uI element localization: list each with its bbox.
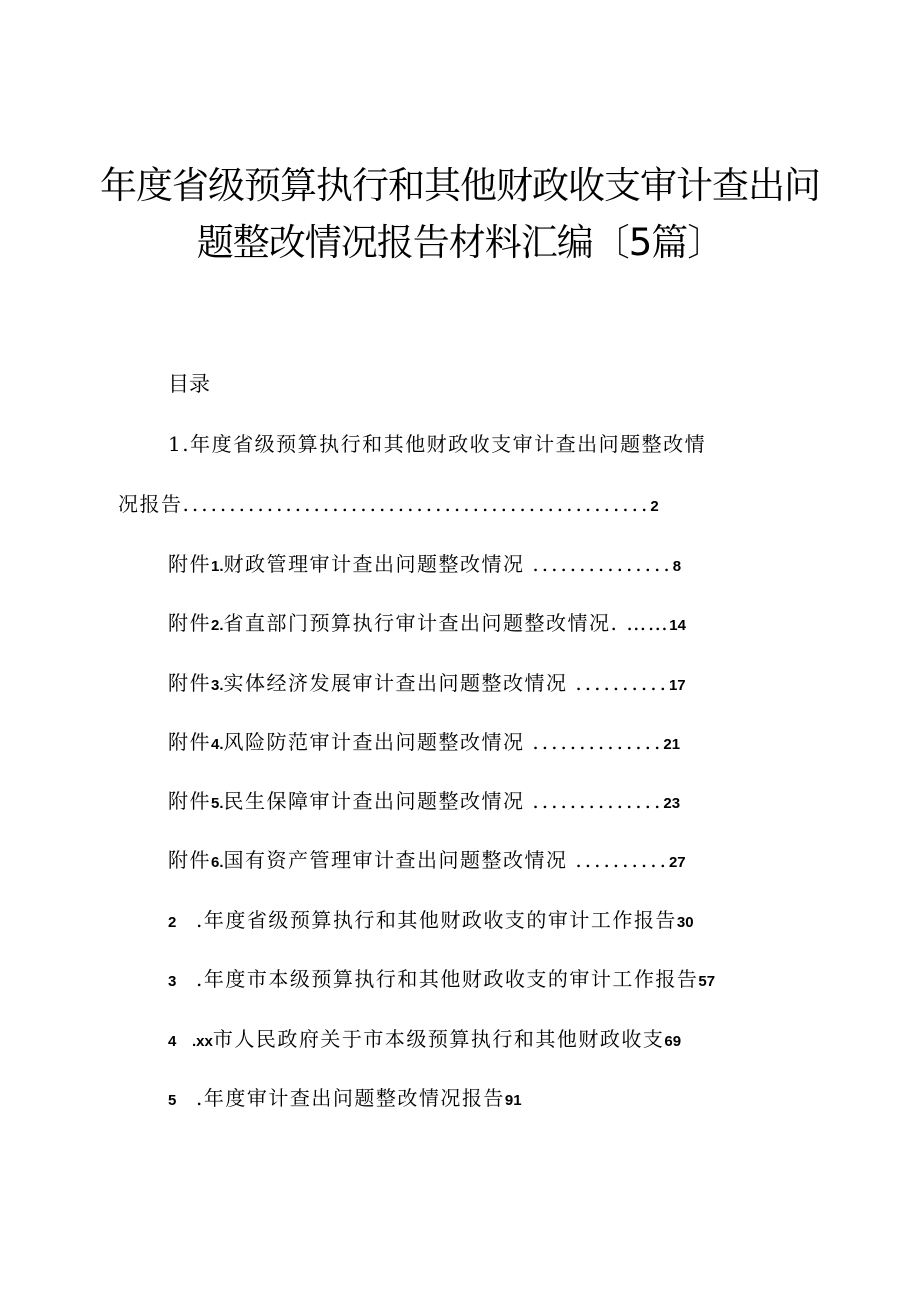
toc-entry-number: 2 [168, 914, 177, 931]
toc-page-number: 23 [663, 795, 681, 812]
toc-entry-text: .年度市本级预算执行和其他财政收支的审计工作报告 [196, 967, 699, 991]
document-title-line-2: 题整改情况报告材料汇编〔5篇〕 [196, 221, 724, 264]
document-title-line-1: 年度省级预算执行和其他财政收支审计查出问 [100, 164, 820, 207]
toc-entry-number: 1. [211, 558, 224, 575]
toc-entry-5 [168, 1084, 522, 1115]
toc-entry-prefix: 附件 [168, 730, 211, 754]
toc-page-number: 30 [676, 914, 694, 931]
toc-entry-attachment-3 [168, 669, 686, 700]
toc-entry-prefix: .xx [192, 1033, 213, 1050]
toc-entry-text: 市人民政府关于市本级预算执行和其他财政收支 [212, 1027, 665, 1051]
toc-entry-text: 国有资产管理审计查出问题整改情况 [223, 848, 568, 872]
toc-entry-attachment-5 [168, 787, 680, 818]
toc-entry-2 [168, 906, 694, 937]
toc-page-number: 57 [698, 973, 716, 990]
toc-entry-prefix: 附件 [168, 611, 211, 635]
toc-leader-dots: .......... [575, 671, 669, 695]
toc-entry-number: 6. [211, 854, 224, 871]
toc-entry-text: 风险防范审计查出问题整改情况 [223, 730, 525, 754]
toc-entry-text: .年度审计查出问题整改情况报告 [196, 1086, 505, 1110]
toc-entry-number: 4 [168, 1033, 177, 1050]
toc-leader-dots: .............. [532, 789, 664, 813]
toc-entry-number: 5 [168, 1092, 177, 1109]
toc-page-number: 91 [504, 1092, 522, 1109]
toc-page-number: 69 [664, 1033, 682, 1050]
toc-leader-dots: …… [626, 611, 670, 635]
toc-entry-attachment-6 [168, 846, 686, 877]
toc-entry-text: 民生保障审计查出问题整改情况 [223, 789, 525, 813]
toc-entry-text: 财政管理审计查出问题整改情况 [223, 552, 525, 576]
toc-entry-number: 2. [211, 617, 224, 634]
toc-entry-number: 4. [211, 736, 224, 753]
toc-entry-text: 省直部门预算执行审计查出问题整改情况. [223, 611, 619, 635]
toc-entry-number: 5. [211, 795, 224, 812]
toc-page-number: 21 [663, 736, 681, 753]
toc-page-number: 2 [650, 498, 659, 515]
toc-page-number: 27 [668, 854, 686, 871]
toc-entry-3 [168, 965, 715, 996]
toc-leader-dots: .......... [575, 848, 669, 872]
toc-entry-prefix: 附件 [168, 848, 211, 872]
toc-entry-attachment-2 [168, 609, 686, 640]
toc-leader-dots: .............. [532, 730, 664, 754]
toc-entry-attachment-4 [168, 728, 680, 759]
toc-page-number: 17 [668, 677, 686, 694]
toc-entry-text: 年度省级预算执行和其他财政收支审计查出问题整改情 [190, 432, 707, 456]
toc-entry-text: 实体经济发展审计查出问题整改情况 [223, 671, 568, 695]
toc-page-number: 14 [669, 617, 686, 634]
toc-leader-dots: ............... [532, 552, 673, 576]
toc-entry-attachment-1 [168, 550, 681, 581]
toc-entry-text: .年度省级预算执行和其他财政收支的审计工作报告 [196, 908, 677, 932]
toc-leader-dots: .................................................. [182, 492, 651, 516]
toc-entry-number: 1. [168, 432, 191, 456]
toc-heading: 目录 [168, 372, 210, 396]
toc-page-number: 8 [672, 558, 682, 575]
toc-entry-prefix: 附件 [168, 789, 211, 813]
toc-entry-number: 3. [211, 677, 224, 694]
toc-entry-text-cont: 况报告 [118, 492, 183, 516]
toc-entry-4 [168, 1025, 681, 1056]
toc-entry-prefix: 附件 [168, 552, 211, 576]
toc-entry-prefix: 附件 [168, 671, 211, 695]
toc-entry-number: 3 [168, 973, 177, 990]
